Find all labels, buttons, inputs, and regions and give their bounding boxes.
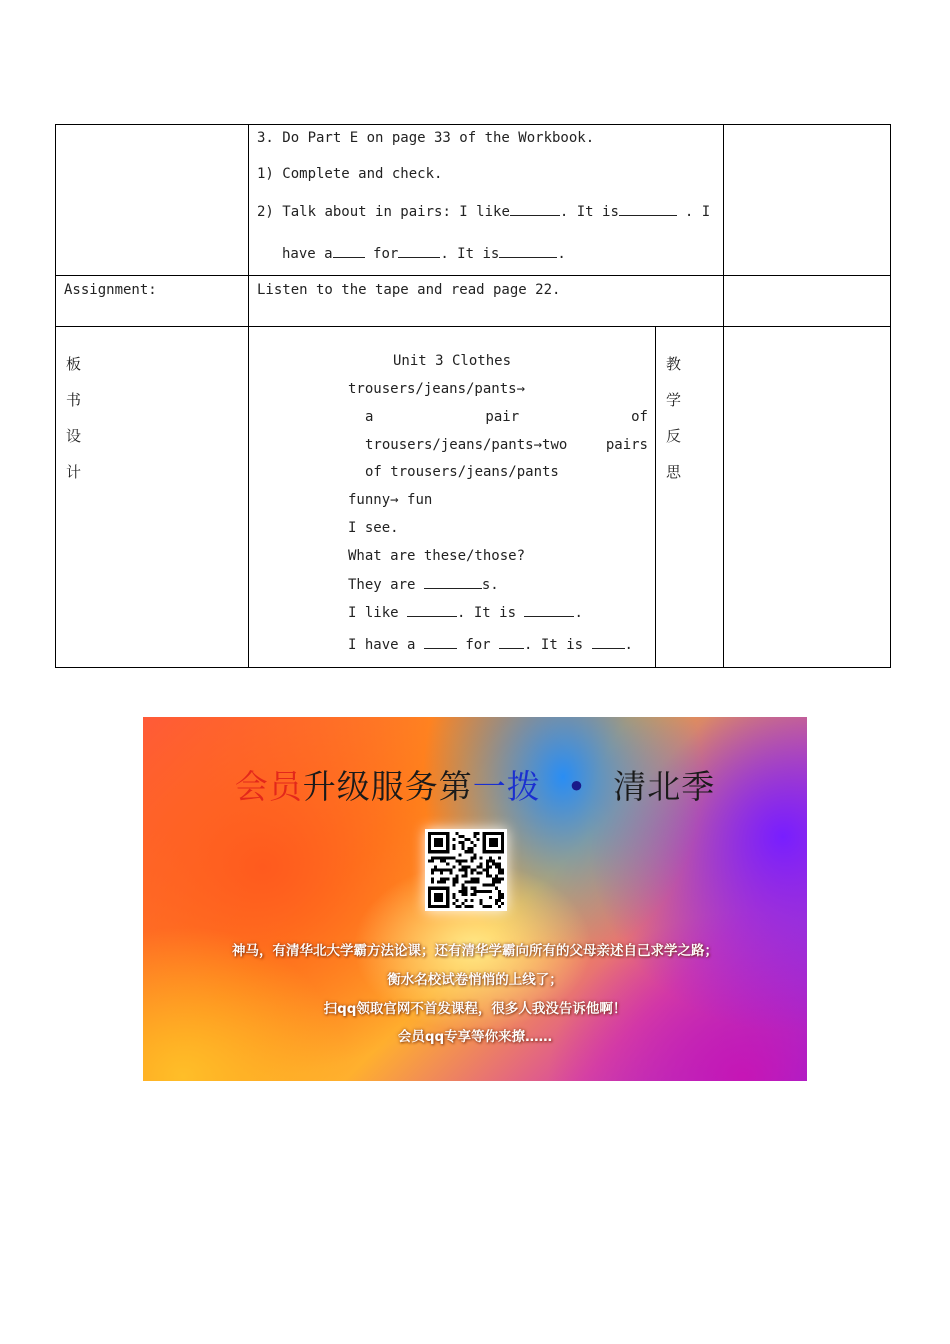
reflection-label-char: 思 bbox=[666, 463, 682, 481]
qr-code-icon[interactable] bbox=[425, 829, 507, 911]
fill-blank bbox=[424, 636, 457, 649]
board-label-char: 计 bbox=[66, 463, 82, 481]
banner-text-line: 扫qq领取官网不首发课程，很多人我没告诉他啊！ bbox=[323, 1001, 627, 1017]
banner-text-line: 神马，有清华北大学霸方法论课；还有清华学霸向所有的父母亲述自己求学之路； bbox=[232, 943, 718, 959]
assignment-label: Assignment: bbox=[64, 282, 157, 298]
table-divider bbox=[655, 326, 656, 668]
table-divider bbox=[723, 124, 724, 668]
reflection-label-char: 反 bbox=[666, 427, 682, 445]
board-line: They are s. bbox=[348, 577, 499, 593]
arrow-icon: → bbox=[533, 437, 543, 453]
fill-blank bbox=[333, 245, 365, 258]
table-divider bbox=[55, 326, 891, 327]
fill-blank bbox=[499, 245, 557, 258]
promo-banner[interactable] bbox=[143, 717, 807, 1081]
arrow-icon: → bbox=[390, 492, 399, 508]
fill-blank bbox=[510, 203, 560, 216]
activity-talk-line: 2) Talk about in pairs: I like . It is . I bbox=[257, 204, 711, 220]
board-line: of trousers/jeans/pants bbox=[365, 464, 559, 480]
table-border-left bbox=[55, 124, 56, 668]
banner-text-line: 会员qq专享等你来撩…… bbox=[397, 1029, 553, 1045]
banner-text-line: 衡水名校试卷悄悄的上线了； bbox=[387, 972, 563, 988]
table-divider bbox=[55, 275, 891, 276]
fill-blank bbox=[592, 636, 625, 649]
table-border-right bbox=[890, 124, 891, 668]
assignment-text: Listen to the tape and read page 22. bbox=[257, 282, 561, 298]
activity-talk-line-2: have a for . It is . bbox=[282, 246, 566, 262]
table-border-bottom bbox=[55, 667, 891, 668]
reflection-label-char: 教 bbox=[666, 355, 682, 373]
fill-blank bbox=[407, 604, 457, 617]
board-label-char: 设 bbox=[66, 427, 82, 445]
table-border-top bbox=[55, 124, 891, 125]
board-label-char: 板 bbox=[66, 355, 82, 373]
board-line: funny→ fun bbox=[348, 492, 433, 508]
board-line: I see. bbox=[348, 520, 399, 536]
fill-blank bbox=[619, 203, 677, 216]
board-line: trousers/jeans/pants→ bbox=[348, 381, 526, 397]
activity-line: 1) Complete and check. bbox=[257, 166, 443, 182]
board-line: a pair of bbox=[365, 409, 648, 425]
board-line: I like . It is . bbox=[348, 605, 583, 621]
arrow-icon: → bbox=[516, 381, 526, 397]
board-line: I have a for . It is . bbox=[348, 637, 633, 653]
fill-blank bbox=[424, 576, 482, 589]
fill-blank bbox=[524, 604, 574, 617]
table-divider bbox=[248, 124, 249, 668]
board-line: trousers/jeans/pants→two pairs bbox=[365, 437, 648, 453]
banner-title: 会员升级服务第一拨 • 清北季 bbox=[234, 767, 716, 806]
fill-blank bbox=[398, 245, 440, 258]
board-label-char: 书 bbox=[66, 391, 82, 409]
activity-line: 3. Do Part E on page 33 of the Workbook. bbox=[257, 130, 595, 146]
board-title: Unit 3 Clothes bbox=[393, 353, 512, 369]
reflection-label-char: 学 bbox=[666, 391, 682, 409]
fill-blank bbox=[499, 636, 524, 649]
board-line: What are these/those? bbox=[348, 548, 526, 564]
